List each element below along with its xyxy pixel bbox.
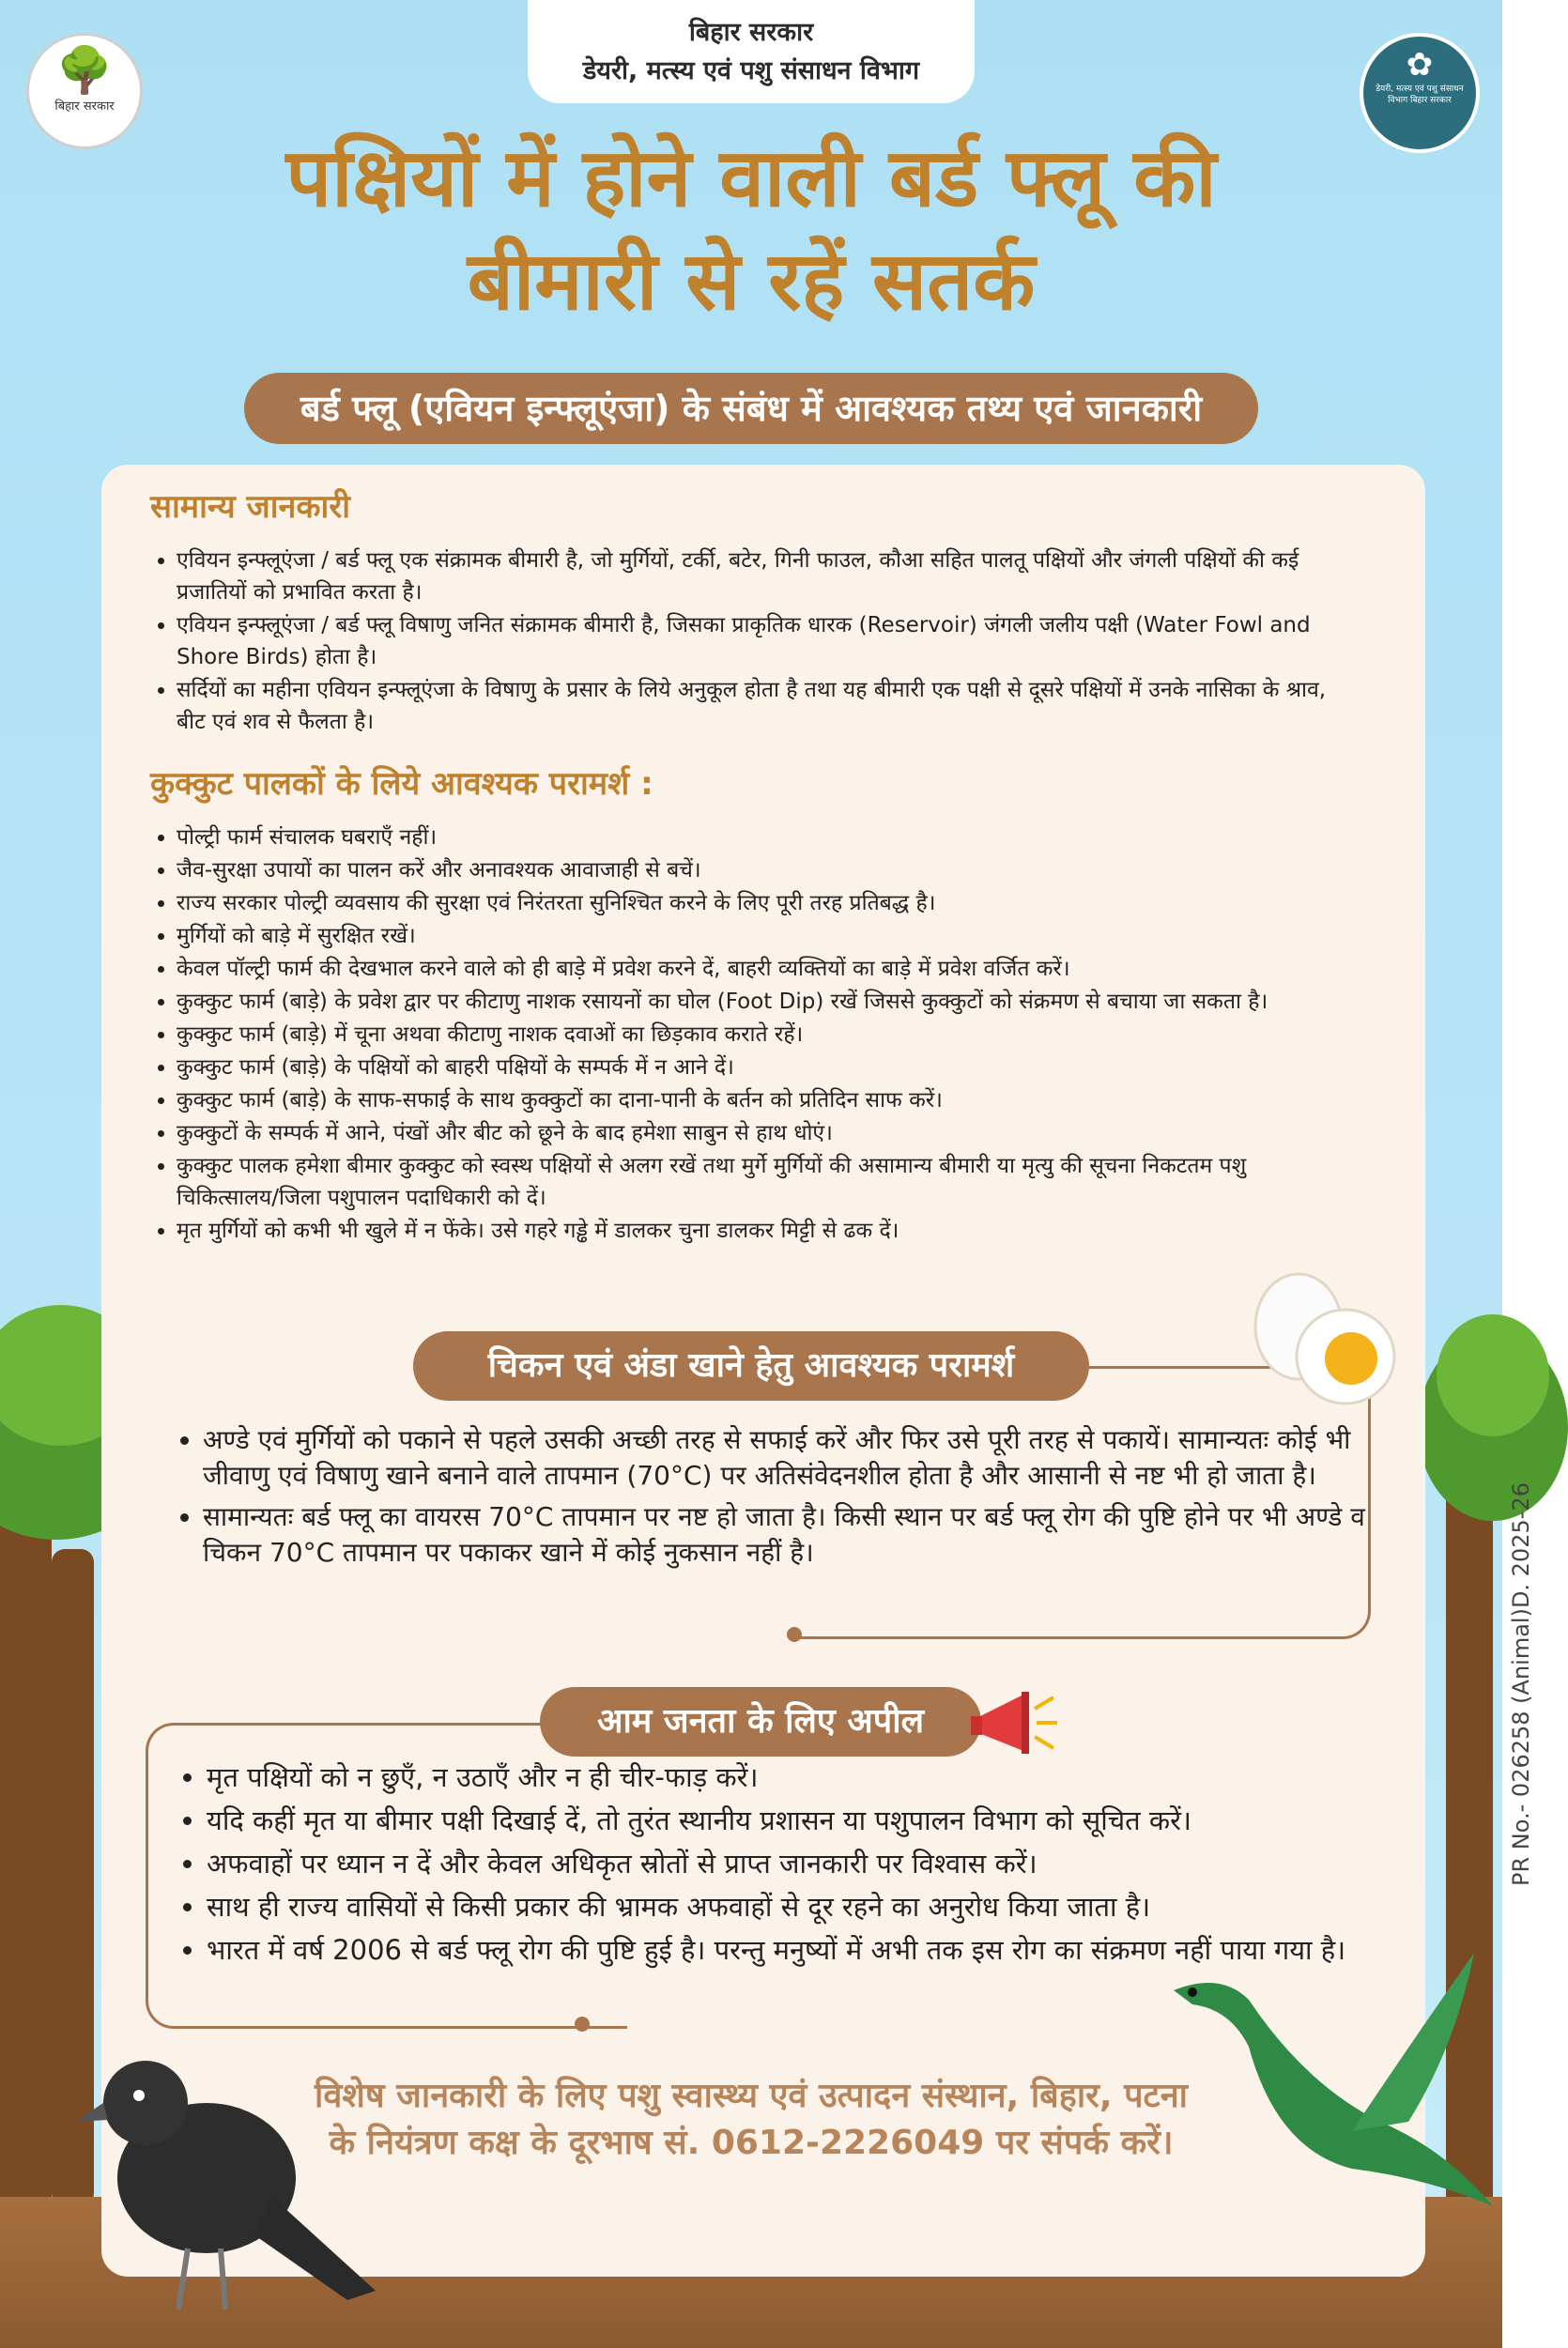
food-advice-list — [175, 1422, 1376, 1576]
tree-trunk-left — [0, 1465, 52, 2216]
crow-icon — [66, 2037, 376, 2319]
emblem-caption: बिहार सरकार — [54, 100, 115, 114]
government-header — [528, 0, 975, 103]
bihar-emblem-icon — [26, 33, 143, 149]
title-line-2: बीमारी से रहें सतर्क — [467, 235, 1036, 329]
list-item: • अण्डे एवं मुर्गियों को पकाने से पहले उसकी अच्छी तरह से सफाई करें और फिर उसे पूरी तरह से पकायें। सामान्यतः कोई भी जीवाणु एवं विषाणु खाने बनाने वाले तापमान (70°C) पर अतिसंवेदनशील होता है और आसानी से नष्ट भी हो जाता है। — [203, 1422, 1376, 1494]
emblem-tree-glyph: 🌳 — [56, 44, 113, 97]
food-advice-banner: चिकन एवं अंडा खाने हेतु आवश्यक परामर्श — [413, 1331, 1089, 1401]
list-item: • कुक्कुट फार्म (बाड़े) के साफ-सफाई के साथ कुक्कुटों का दाना-पानी के बर्तन को प्रतिदिन साफ करें। — [177, 1084, 1341, 1116]
general-info-list — [150, 545, 1341, 739]
header-state: बिहार सरकार — [688, 18, 814, 47]
department-logo-glyph: ✿ — [1406, 46, 1434, 84]
list-item: • केवल पॉल्ट्री फार्म की देखभाल करने वाले को ही बाड़े में प्रवेश करने दें, बाहरी व्यक्तियों का बाड़े में प्रवेश वर्जित करें। — [177, 953, 1341, 985]
egg-icon — [1244, 1272, 1404, 1413]
bracket-end-dot — [787, 1627, 802, 1642]
list-item: • एवियन इन्फ्लूएंजा / बर्ड फ्लू विषाणु जनित संक्रामक बीमारी है, जिसका प्राकृतिक धारक (Reservoir) जंगली जलीय पक्षी (Water Fowl and Shore Birds) होता है। — [177, 609, 1341, 673]
pr-number: PR No.- 026258 (Animal)D. 2025-26 — [1508, 1482, 1534, 1886]
contact-line-1: विशेष जानकारी के लिए पशु स्वास्थ्य एवं उत्पादन संस्थान, बिहार, पटना — [315, 2077, 1188, 2115]
list-item: • सामान्यतः बर्ड फ्लू का वायरस 70°C तापमान पर नष्ट हो जाता है। किसी स्थान पर बर्ड फ्लू रोग की पुष्टि होने पर भी अण्डे व चिकन 70°C तापमान पर पकाकर खाने में कोई नुकसान नहीं है। — [203, 1499, 1376, 1571]
list-item: • कुक्कुट फार्म (बाड़े) के पक्षियों को बाहरी पक्षियों के सम्पर्क में न आने दें। — [177, 1051, 1341, 1083]
general-info-heading: सामान्य जानकारी — [150, 488, 351, 526]
list-item: • कुक्कुट फार्म (बाड़े) में चूना अथवा कीटाणु नाशक दवाओं का छिड़काव कराते रहें। — [177, 1019, 1341, 1051]
list-item: • कुक्कुटों के सम्पर्क में आने, पंखों और बीट को छूने के बाद हमेशा साबुन से हाथ धोएं। — [177, 1117, 1341, 1149]
public-appeal-banner: आम जनता के लिए अपील — [540, 1687, 981, 1757]
megaphone-icon — [967, 1680, 1061, 1765]
list-item: • पोल्ट्री फार्म संचालक घबराएँ नहीं। — [177, 821, 1341, 853]
contact-line-2: के नियंत्रण कक्ष के दूरभाष सं. 0612-2226049 पर संपर्क करें। — [329, 2124, 1174, 2162]
department-logo-caption: डेयरी, मत्स्य एवं पशु संसाधन विभाग बिहार सरकार — [1376, 84, 1464, 105]
subtitle-banner: बर्ड फ्लू (एवियन इन्फ्लूएंजा) के संबंध में आवश्यक तथ्य एवं जानकारी — [244, 373, 1258, 444]
list-item: • साथ ही राज्य वासियों से किसी प्रकार की भ्रामक अफवाहों से दूर रहने का अनुरोध किया जाता है। — [207, 1885, 1361, 1928]
list-item: • मुर्गियों को बाड़े में सुरक्षित रखें। — [177, 920, 1341, 952]
list-item: • एवियन इन्फ्लूएंजा / बर्ड फ्लू एक संक्रामक बीमारी है, जो मुर्गियों, टर्की, बटेर, गिनी फाउल, कौआ सहित पालतू पक्षियों और जंगली पक्षियों की कई प्रजातियों को प्रभावित करता है। — [177, 545, 1341, 608]
farmer-advice-heading: कुक्कुट पालकों के लिये आवश्यक परामर्श : — [150, 765, 653, 803]
list-item: • कुक्कुट फार्म (बाड़े) के प्रवेश द्वार पर कीटाणु नाशक रसायनों का घोल (Foot Dip) रखें जिससे कुक्कुटों को संक्रमण से बचाया जा सकता है। — [177, 986, 1341, 1018]
title-line-1: पक्षियों में होने वाली बर्ड फ्लू की — [285, 131, 1217, 225]
header-department: डेयरी, मत्स्य एवं पशु संसाधन विभाग — [582, 56, 920, 85]
page-title — [131, 127, 1371, 333]
list-item: • मृत पक्षियों को न छुएँ, न उठाएँ और न ही चीर-फाड़ करें। — [207, 1756, 1361, 1799]
list-item: • कुक्कुट पालक हमेशा बीमार कुक्कुट को स्वस्थ पक्षियों से अलग रखें तथा मुर्गे मुर्गियों की असामान्य बीमारी या मृत्यु की सूचना निकटतम पशु चिकित्सालय/जिला पशुपालन पदाधिकारी को दें। — [177, 1150, 1341, 1214]
list-item: • यदि कहीं मृत या बीमार पक्षी दिखाई दें, तो तुरंत स्थानीय प्रशासन या पशुपालन विभाग को सूचित करें। — [207, 1799, 1361, 1842]
list-item: • जैव-सुरक्षा उपायों का पालन करें और अनावश्यक आवाजाही से बचें। — [177, 854, 1341, 886]
list-item: • अफवाहों पर ध्यान न दें और केवल अधिकृत स्रोतों से प्राप्त जानकारी पर विश्वास करें। — [207, 1842, 1361, 1885]
list-item: • सर्दियों का महीना एवियन इन्फ्लूएंजा के विषाणु के प्रसार के लिये अनुकूल होता है तथा यह बीमारी एक पक्षी से दूसरे पक्षियों में उनके नासिका के श्राव, बीट एवं शव से फैलता है। — [177, 674, 1341, 738]
list-item: • मृत मुर्गियों को कभी भी खुले में न फेंके। उसे गहरे गड्ढे में डालकर चुना डालकर मिट्टी से ढक दें। — [177, 1215, 1341, 1247]
list-item: • भारत में वर्ष 2006 से बर्ड फ्लू रोग की पुष्टि हुई है। परन्तु मनुष्यों में अभी तक इस रोग का संक्रमण नहीं पाया गया है। — [207, 1928, 1361, 1972]
bracket-end-dot — [575, 2017, 590, 2032]
department-logo-icon — [1360, 33, 1480, 153]
farmer-advice-list — [150, 821, 1341, 1248]
list-item: • राज्य सरकार पोल्ट्री व्यवसाय की सुरक्षा एवं निरंतरता सुनिश्चित करने के लिए पूरी तरह प्रतिबद्ध है। — [177, 887, 1341, 919]
flying-bird-icon — [1164, 1934, 1502, 2216]
tree-icon — [1437, 1314, 1549, 1436]
